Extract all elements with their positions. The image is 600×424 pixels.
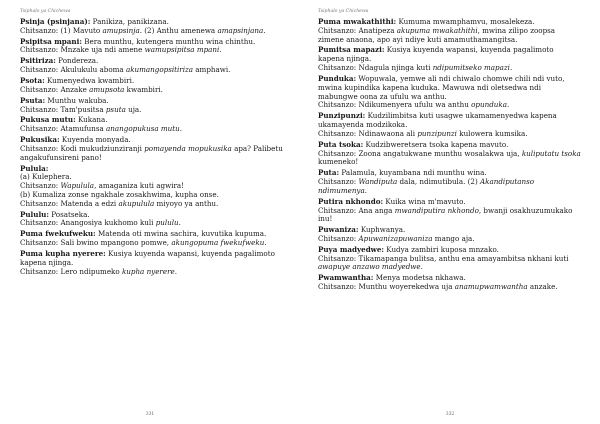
example-text: Chitsanzo: Munthu woyerekedwa uja — [318, 282, 455, 292]
example-text: dala, ndimutibula. (2) — [397, 177, 481, 187]
entry-definition-line — [318, 112, 582, 130]
example-text: (b) Kumaliza zonse ngakhale zosakhwima, kupha onse. — [20, 190, 219, 199]
dictionary-entry — [20, 77, 286, 95]
entry-headword: Puma kupha nyerere: — [20, 249, 106, 259]
example-italic-phrase: psuta — [105, 104, 126, 114]
entry-headword: Pukusa mutu: — [20, 115, 76, 125]
entry-headword: Puya madyedwe: — [318, 244, 385, 254]
example-italic-phrase: wamupsipitsa mpani — [144, 45, 220, 55]
entry-example — [20, 106, 286, 115]
example-italic-phrase: akupulula — [118, 198, 155, 208]
dictionary-entry — [20, 211, 286, 229]
entry-headword: Puma mwakathithi: — [318, 17, 397, 26]
entry-headword: Puta tsoka: — [318, 139, 364, 149]
running-head: Tsiphalo ya Chichewa — [20, 9, 71, 14]
entry-headword: Punzipunzi: — [318, 111, 366, 121]
example-italic-phrase: mwandiputira nkhondo — [394, 205, 479, 215]
example-text: kwambiri. — [124, 84, 163, 94]
example-italic-phrase: kuliputatu tsoka — [521, 148, 581, 158]
entry-definition: Palamula, kuyambana ndi munthu wina. — [339, 168, 487, 178]
entry-example — [318, 101, 582, 110]
entry-headword: Pululu: — [20, 209, 50, 219]
dictionary-entry — [318, 274, 582, 292]
example-text: Chitsanzo: Tam'pusitsa — [20, 104, 106, 114]
entry-example — [318, 130, 582, 139]
entry-headword: Putira nkhondo: — [318, 196, 384, 206]
entry-definition: Kusiya kuyenda wapansi, kuyenda pagalimoto kapena njinga. — [318, 45, 554, 64]
entry-definition-line — [318, 75, 582, 101]
example-text: Chitsanzo: Ndikumenyera ufulu wa anthu — [318, 100, 472, 110]
example-text: anzake. — [527, 282, 558, 292]
entry-example — [318, 178, 582, 196]
example-text: Chitsanzo: Sali bwino mpangono pomwe, — [20, 238, 172, 248]
running-head: Tsiphalo ya Chichewa — [318, 9, 369, 14]
entry-headword: Psipitsa mpani: — [20, 36, 82, 46]
entry-definition: Kusiya kuyenda wapansi, kuyenda pagalimoto kapena njinga. — [20, 249, 275, 267]
entry-headword: Puta: — [318, 168, 340, 178]
example-text: Chitsanzo: — [318, 177, 359, 187]
dictionary-entry — [318, 141, 582, 167]
example-text: kulowera kumsika. — [456, 128, 528, 138]
entry-definition: Kudya zambiri kuposa mnzako. — [384, 244, 499, 254]
example-text: Chitsanzo: Anzake — [20, 84, 90, 94]
example-text: Chitsanzo: Ndagula njinga kuti — [318, 63, 433, 73]
entry-definition-line — [20, 250, 286, 268]
example-text: , bwanji osakhuzumukako inu! — [318, 205, 573, 224]
dictionary-entry — [20, 97, 286, 115]
example-text: Chitsanzo: Zoona angatukwane munthu wosalakwa uja, — [318, 148, 522, 158]
example-text: Chitsanzo: Anatipeza — [318, 25, 397, 35]
example-italic-phrase: punzipunzi — [417, 128, 457, 138]
example-text: (a) Kulephera. — [20, 172, 72, 182]
example-text: amphawi. — [193, 65, 231, 75]
entry-headword: Pumitsa mapazi: — [318, 45, 385, 55]
entry-definition: Menya modetsa nkhawa. — [373, 273, 466, 283]
dictionary-entry — [20, 38, 286, 56]
example-text: Chitsanzo: Tikamapanga bulitsa, anthu ena amayambitsa nkhani kuti — [318, 253, 569, 263]
example-italic-phrase: opunduka — [471, 100, 507, 110]
entry-definition: Kuika wina m'mavuto. — [383, 196, 466, 206]
example-italic-phrase: anamupwamwantha — [454, 282, 528, 292]
entry-headword: Psuta: — [20, 95, 46, 105]
entry-definition: Kumenyedwa kwambiri. — [44, 76, 135, 86]
dictionary-entry — [20, 136, 286, 162]
example-italic-phrase: akupuma mwakathithi — [396, 25, 478, 35]
dictionary-entry — [20, 116, 286, 134]
dictionary-entry — [318, 198, 582, 224]
example-text: . — [420, 262, 423, 272]
dictionary-entries — [318, 18, 582, 292]
dictionary-entry — [318, 112, 582, 138]
example-italic-phrase: Wapulula — [60, 181, 95, 191]
dictionary-entries — [20, 18, 286, 276]
example-text: Chitsanzo: Ana anga — [318, 205, 395, 215]
entry-example — [20, 145, 286, 163]
example-italic-phrase: pomayenda mopukusika — [144, 143, 232, 153]
example-text: . — [174, 266, 177, 276]
entry-headword: Pulula: — [20, 163, 49, 173]
example-text: . (2) Anthu amenewa — [139, 25, 218, 35]
entry-example — [20, 27, 286, 36]
example-text: , mwina zilipo zoopsa zimene anaona, apo ayi ndiye kuti amamuthamangitsa. — [318, 25, 556, 44]
entry-headword: Pukusika: — [20, 135, 60, 145]
entry-definition: Kudzilimbitsa kuti usagwe ukamamenyedwa kapena ukamayenda modzikoka. — [318, 111, 557, 130]
example-italic-phrase: Apuwanizapuwaniza — [358, 233, 433, 243]
example-italic-phrase: amupsinja — [102, 25, 140, 35]
page-number: 331 — [145, 412, 155, 417]
entry-headword: Psitiriza: — [20, 56, 56, 66]
entry-example — [318, 283, 582, 292]
entry-example — [20, 66, 286, 75]
example-text: . — [263, 25, 266, 35]
entry-example — [318, 207, 582, 225]
example-text: Chitsanzo: Atamufunsa — [20, 124, 107, 134]
dictionary-entry — [318, 46, 582, 72]
entry-headword: Psota: — [20, 76, 45, 86]
example-text: Chitsanzo: (1) Mavuto — [20, 25, 103, 35]
dictionary-entry — [20, 250, 286, 276]
example-text: . — [509, 63, 513, 73]
example-italic-phrase: amapsinjana — [217, 25, 264, 35]
example-text: Chitsanzo: Ndinawaona ali — [318, 128, 418, 138]
example-text: kumeneko! — [318, 157, 359, 167]
entry-example — [318, 255, 582, 273]
entry-example — [20, 46, 286, 55]
entry-definition: Matenda oti mwina sachira, kuvutika kupuma. — [95, 229, 267, 239]
entry-example — [318, 64, 582, 73]
example-text: . — [219, 45, 222, 55]
dictionary-entry — [318, 18, 582, 44]
example-text: Chitsanzo: Akulukulu aboma — [20, 65, 126, 75]
example-text: Chitsanzo: Matenda a edzi — [20, 198, 119, 208]
dictionary-entry — [20, 18, 286, 36]
page-number: 332 — [445, 412, 455, 417]
dictionary-entry — [318, 169, 582, 195]
entry-example — [20, 239, 286, 248]
entry-headword: Puwaniza: — [318, 225, 359, 235]
entry-example — [20, 86, 286, 95]
entry-definition: Wopuwala, yemwe ali ndi chiwalo chomwe chili ndi vuto, mwina kupindika kapena kuduka. Mawuwa ndi oletsedwa ndi mabungwe oona za ufulu wa anthu. — [318, 73, 565, 101]
entry-definition: Kuphwanya. — [358, 225, 406, 235]
example-text: Chitsanzo: Anangosiya kukhomo kuli — [20, 218, 156, 228]
example-italic-phrase: akumangopsitiriza — [125, 65, 194, 75]
example-italic-phrase: amupsota — [89, 84, 125, 94]
dictionary-entry — [318, 246, 582, 272]
example-italic-phrase: awapuye anzawo madyedwe — [318, 262, 421, 272]
example-text: mango aja. — [432, 233, 475, 243]
entry-definition: Posatseka. — [49, 209, 90, 219]
example-text: . — [506, 100, 510, 110]
example-text: Chitsanzo: Kodi mukudziunziranji — [20, 143, 145, 153]
example-italic-phrase: pululu — [155, 218, 179, 228]
entry-example — [20, 125, 286, 134]
entry-example — [20, 219, 286, 228]
example-text: Chitsanzo: — [20, 181, 61, 191]
entry-definition-line — [318, 46, 582, 64]
example-text: . — [178, 218, 181, 228]
right-page — [300, 0, 600, 424]
example-text: , amaganiza kuti agwira! — [94, 181, 185, 191]
example-text: Chitsanzo: Lero ndipumeko — [20, 266, 122, 276]
dictionary-entry — [20, 57, 286, 75]
dictionary-entry — [318, 75, 582, 110]
example-text: Chitsanzo: — [318, 233, 359, 243]
entry-definition: Kuyenda monyada. — [59, 135, 131, 145]
entry-definition: Munthu wakuba. — [45, 95, 109, 105]
entry-definition: Kudzibweretsera tsoka kapena mavuto. — [363, 139, 509, 149]
entry-definition: Kukana. — [75, 115, 108, 125]
dictionary-entry — [20, 165, 286, 209]
entry-definition: Panikiza, panikizana. — [90, 17, 169, 26]
example-text: . — [179, 124, 183, 134]
example-italic-phrase: kupha nyerere — [121, 266, 175, 276]
example-text: apa? Palibetu angakufunsireni pano! — [20, 143, 283, 162]
entry-headword: Psinja (psinjana): — [20, 17, 91, 26]
example-italic-phrase: ndipumitseko mapazi — [432, 63, 510, 73]
entry-headword: Puma fwekufweku: — [20, 229, 96, 239]
dictionary-entry — [318, 226, 582, 244]
example-text: . — [364, 185, 367, 195]
example-italic-phrase: Akandiputanso ndimumenya — [318, 177, 535, 195]
entry-example — [20, 200, 286, 209]
entry-definition: Kumuma mwamphamvu, mosalekeza. — [396, 17, 535, 26]
entry-example — [318, 150, 582, 168]
example-italic-phrase: akungopuma fwekufweku — [171, 238, 265, 248]
example-italic-phrase: anangopukusa mutu — [106, 124, 180, 134]
entry-headword: Pwamwantha: — [318, 273, 374, 283]
example-text: Chitsanzo: Mnzake uja ndi amene — [20, 45, 145, 55]
entry-example — [318, 235, 582, 244]
example-text: miyoyo ya anthu. — [154, 198, 219, 208]
example-italic-phrase: Wandiputa — [358, 177, 398, 187]
entry-example — [318, 27, 582, 45]
entry-example — [20, 268, 286, 277]
entry-definition: Pondereza. — [55, 56, 99, 66]
dictionary-entry — [20, 230, 286, 248]
example-text: uja. — [125, 104, 142, 114]
example-text: . — [264, 238, 267, 248]
entry-headword: Punduka: — [318, 73, 357, 83]
entry-definition: Bera munthu, kutengera munthu wina chinthu. — [81, 36, 256, 46]
